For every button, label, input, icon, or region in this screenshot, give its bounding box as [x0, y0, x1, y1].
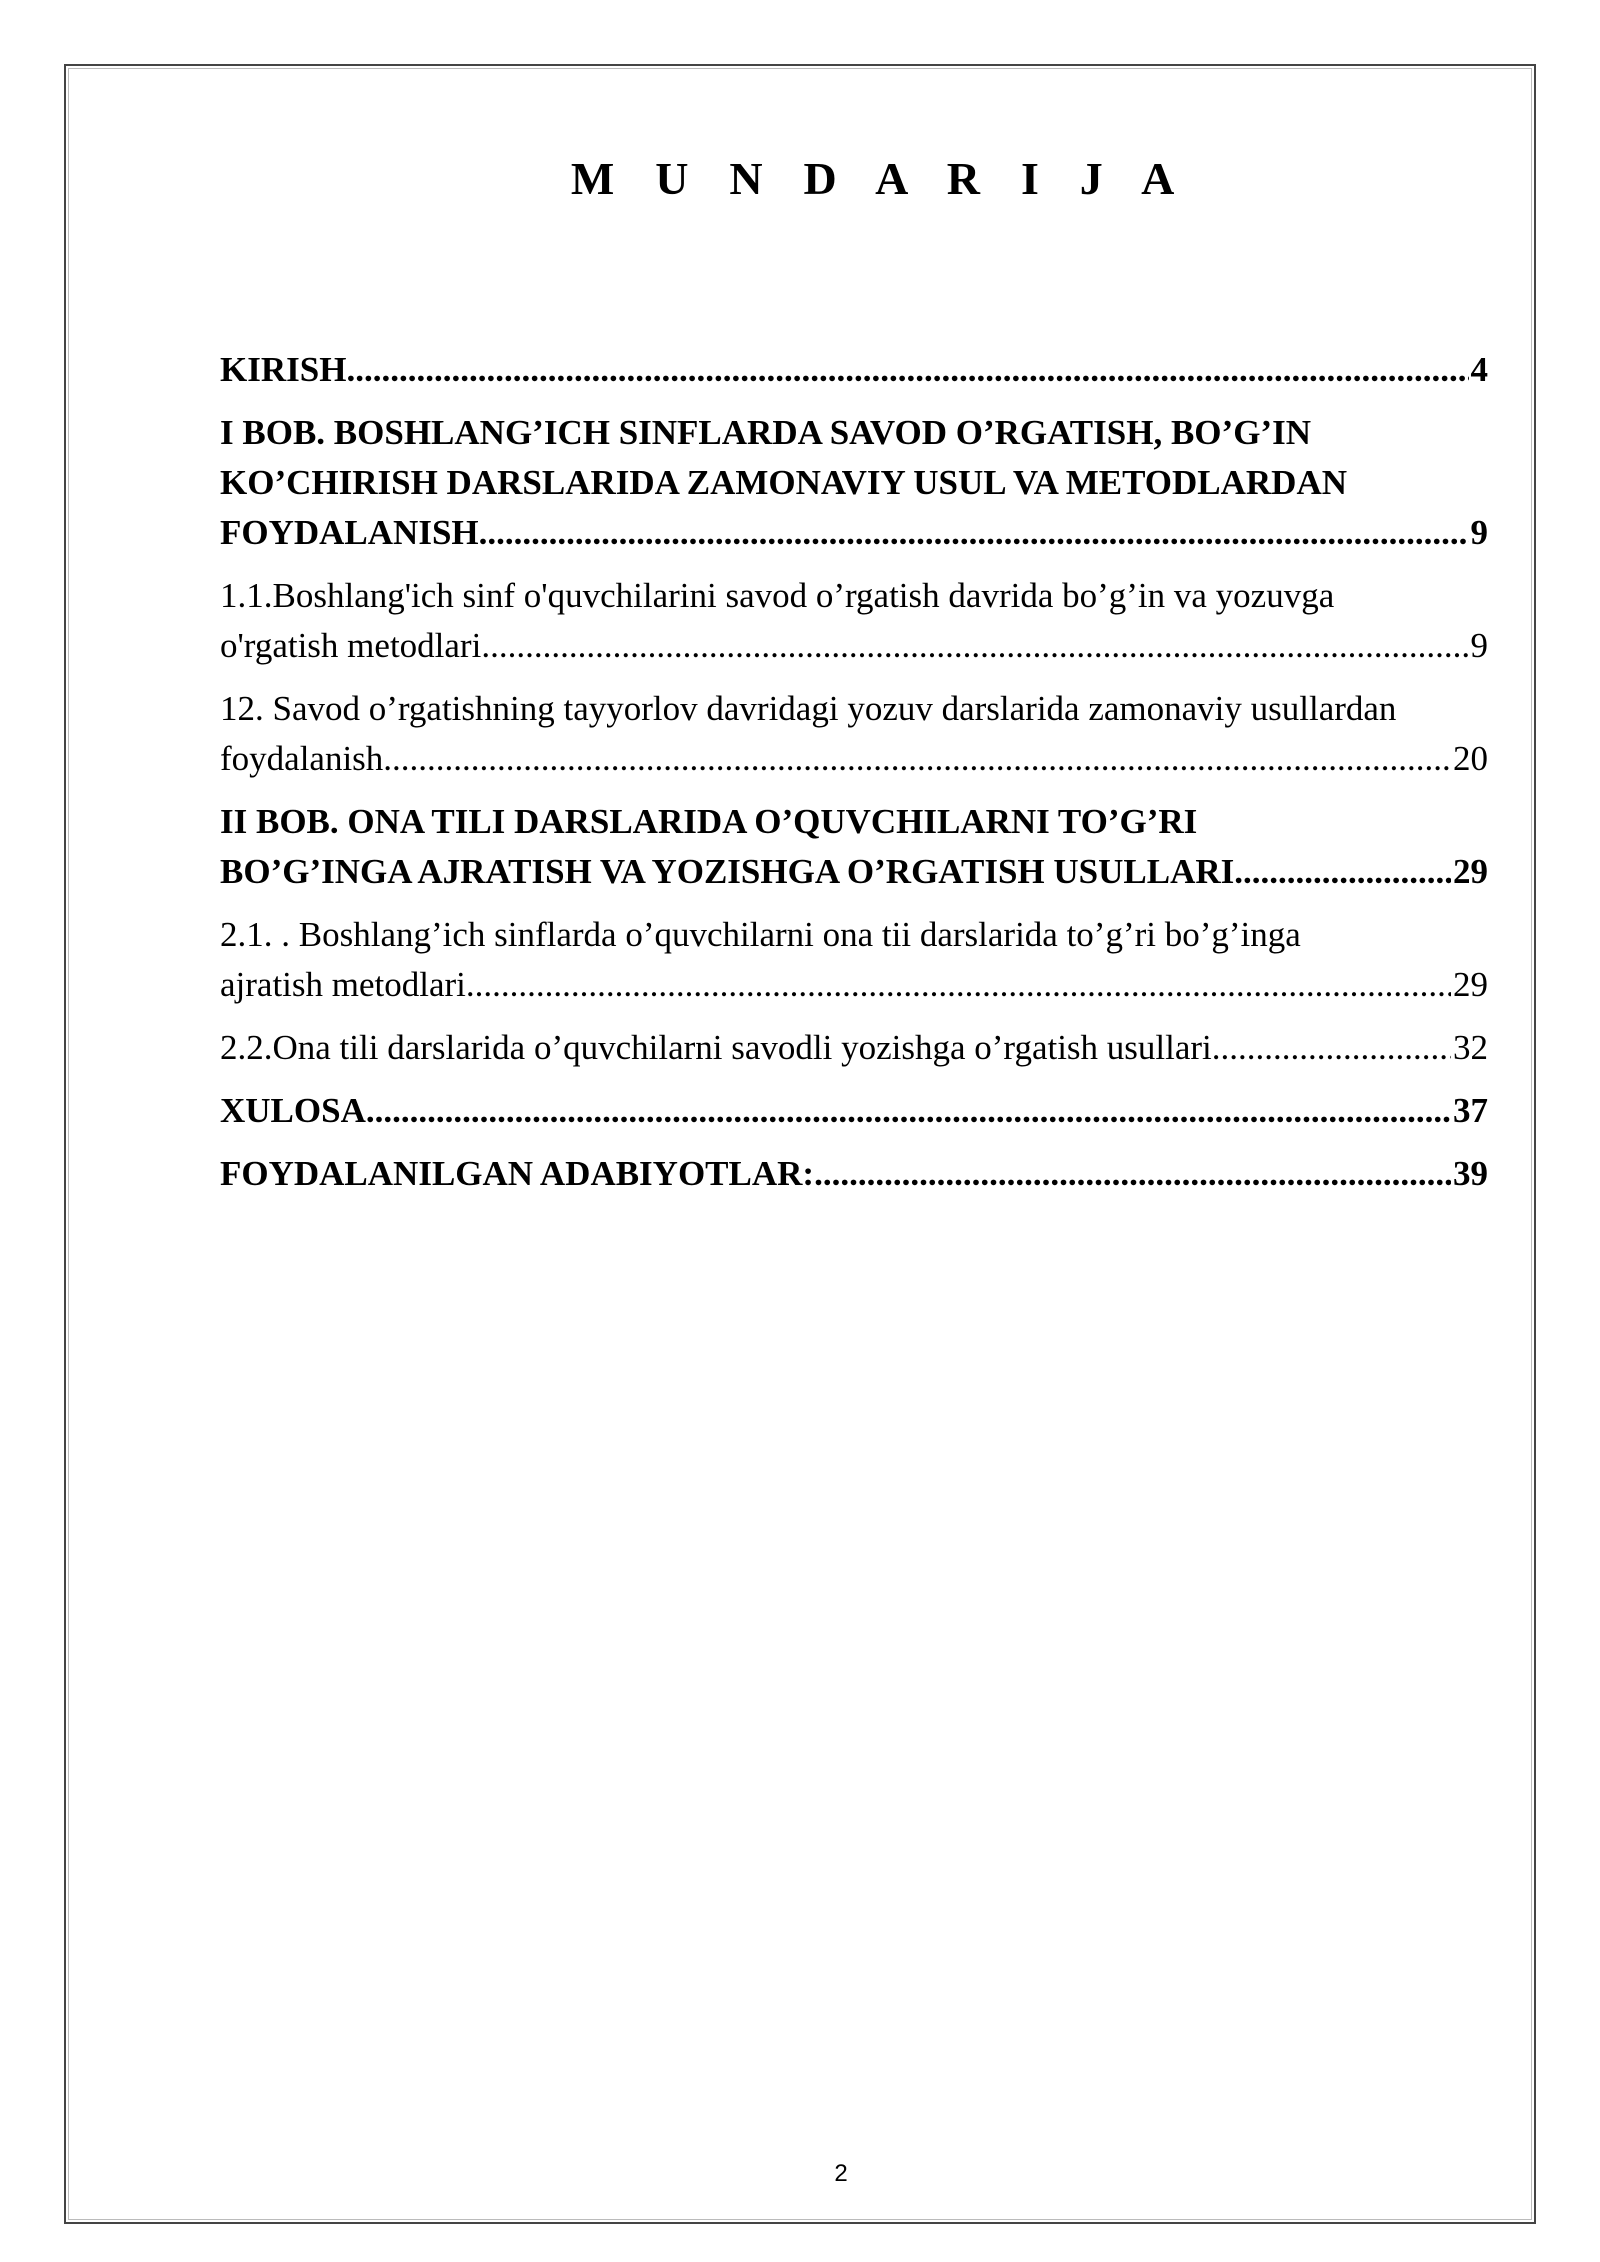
toc-entry-title: BO’G’INGA AJRATISH VA YOZISHGA O’RGATISH USULLARI: [220, 852, 1235, 891]
toc-entry-title: KIRISH: [220, 350, 347, 389]
toc-entry-title: XULOSA: [220, 1091, 366, 1130]
toc-entry-references[interactable]: [220, 1149, 1488, 1199]
table-of-contents: [220, 345, 1488, 1212]
toc-page-number: 37: [1453, 1091, 1488, 1130]
toc-entry-chapter-1[interactable]: [220, 408, 1488, 558]
toc-leader-dots: [466, 960, 1451, 1010]
toc-page-number: 39: [1453, 1154, 1488, 1193]
toc-entry-section-1-2[interactable]: [220, 684, 1488, 784]
toc-entry-title: 2.2.Ona tili darslarida o’quvchilarni savodli yozishga o’rgatish usullari: [220, 1028, 1212, 1067]
toc-leader-dots: [1234, 847, 1451, 897]
toc-leader-dots: [346, 345, 1468, 395]
toc-entry-title: o'rgatish metodlari: [220, 626, 482, 665]
toc-entry-lead: 12. Savod o’rgatishning tayyorlov davridagi yozuv darslarida zamonaviy usullardan: [220, 689, 1397, 728]
toc-page-number: 20: [1453, 739, 1488, 778]
toc-entry-section-2-2[interactable]: [220, 1023, 1488, 1073]
page-title: M U N D A R I J A: [570, 153, 1190, 204]
toc-entry-title: foydalanish: [220, 739, 384, 778]
toc-page-number: 4: [1470, 350, 1488, 389]
toc-leader-dots: [814, 1149, 1451, 1199]
toc-entry-chapter-2[interactable]: [220, 797, 1488, 897]
toc-entry-lead: 2.1. . Boshlang’ich sinflarda o’quvchilarni ona tii darslarida to’g’ri bo’g’inga: [220, 915, 1301, 954]
toc-leader-dots: [1212, 1023, 1451, 1073]
toc-page-number: 29: [1453, 852, 1488, 891]
toc-entry-lead: II BOB. ONA TILI DARSLARIDA O’QUVCHILARNI TO’G’RI: [220, 802, 1198, 841]
toc-page-number: 29: [1453, 965, 1488, 1004]
toc-entry-section-1-1[interactable]: [220, 571, 1488, 671]
toc-entry-lead: I BOB. BOSHLANG’ICH SINFLARDA SAVOD O’RGATISH, BO’G’IN KO’CHIRISH DARSLARIDA ZAMONAVIY USUL VA METODLARDAN: [220, 413, 1348, 502]
toc-leader-dots: [481, 621, 1468, 671]
toc-page-number: 9: [1470, 626, 1488, 665]
toc-leader-dots: [383, 734, 1451, 784]
toc-page-number: 9: [1470, 513, 1488, 552]
toc-page-number: 32: [1453, 1028, 1488, 1067]
toc-entry-kirish[interactable]: [220, 345, 1488, 395]
toc-entry-title: ajratish metodlari: [220, 965, 466, 1004]
toc-entry-lead: 1.1.Boshlang'ich sinf o'quvchilarini savod o’rgatish davrida bo’g’in va yozuvga: [220, 576, 1335, 615]
toc-entry-xulosa[interactable]: [220, 1086, 1488, 1136]
toc-leader-dots: [366, 1086, 1451, 1136]
toc-entry-title: FOYDALANILGAN ADABIYOTLAR:: [220, 1154, 815, 1193]
page-number: 2: [834, 2160, 848, 2187]
toc-entry-title: FOYDALANISH: [220, 513, 479, 552]
toc-leader-dots: [479, 508, 1469, 558]
toc-entry-section-2-1[interactable]: [220, 910, 1488, 1010]
